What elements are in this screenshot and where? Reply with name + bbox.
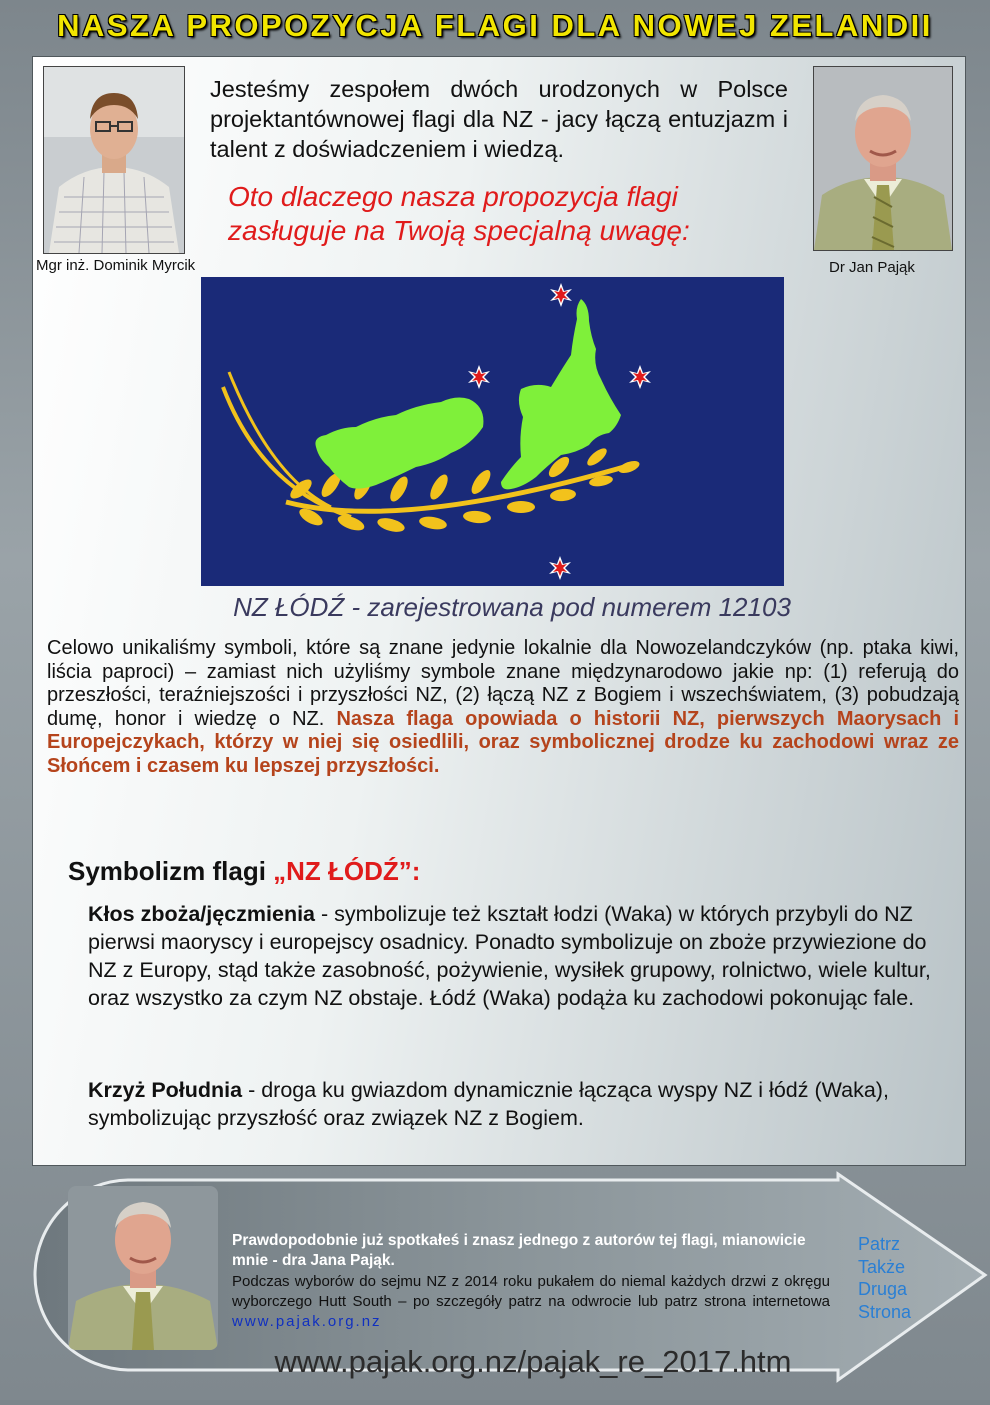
- flag-name: NZ ŁÓDŹ - zarejestrowana pod numerem 12103: [233, 592, 791, 622]
- photo-jan-pajak: [813, 66, 953, 251]
- symbolism-heading-prefix: Symbolizm flagi: [68, 856, 274, 886]
- see-also-line-1: Patrz: [858, 1234, 901, 1254]
- caption-left-author: Mgr inż. Dominik Myrcik: [36, 257, 196, 274]
- pajak-link[interactable]: www.pajak.org.nz: [232, 1313, 382, 1330]
- symbol-wheat: [88, 900, 956, 1012]
- see-also: [858, 1233, 938, 1323]
- photo-dominik-myrcik: [43, 66, 185, 254]
- page-url[interactable]: www.pajak.org.nz/pajak_re_2017.htm: [274, 1344, 792, 1379]
- see-also-line-3: Druga: [858, 1279, 908, 1299]
- symbolism-heading: [68, 856, 420, 887]
- symbol-wheat-term: Kłos zboża/jęczmienia: [88, 902, 316, 926]
- page-title: NASZA PROPOZYCJA FLAGI DLA NOWEJ ZELANDII: [57, 8, 933, 43]
- bottom-text-body: Podczas wyborów do sejmu NZ z 2014 roku pukałem do niemal każdych drzwi z okręgu wyborczego Hutt South – po szczegóły patrz na odwrocie lub patrz strona internetowa: [232, 1273, 830, 1310]
- caption-right-author: Dr Jan Pająk: [829, 259, 915, 276]
- description-highlight: Nasza flaga opowiada o historii NZ, pierwszych Maorysach i Europejczykach, którzy w niej się osiedlili, oraz symbolicznej drodze ku zachodowi wraz ze Słońcem i czasem ku lepszej przyszłości.: [47, 707, 959, 777]
- description-normal: Celowo unikaliśmy symboli, które są znane jedynie lokalnie dla Nowozelandczyków (np. ptaka kiwi, liścia paproci) – zamiast nich użyliśmy symbole znane międzynarodowo jakie np: (1) referują do przeszłości, teraźniejszości i przyszłości NZ, (2) łączą NZ z Bogiem i wszechświatem, (3) pobudzają dumę, honor i wiedzę o NZ.: [47, 637, 959, 730]
- symbolism-heading-name: „NZ ŁÓDŹ”:: [273, 856, 421, 886]
- see-also-line-4: Strona: [858, 1301, 912, 1322]
- why-line-2: zasługuje na Twoją specjalną uwagę:: [228, 215, 690, 246]
- why-heading: [228, 180, 788, 248]
- bottom-text: [232, 1272, 830, 1332]
- photo-jan-pajak-bottom: [68, 1186, 218, 1350]
- why-line-1: Oto dlaczego nasza propozycja flagi: [228, 181, 678, 212]
- flag-nz-lodz: [201, 277, 784, 586]
- symbol-southern-cross: [88, 1076, 956, 1132]
- flag-field: [201, 277, 784, 586]
- symbol-cross-text: - droga ku gwiazdom dynamicznie łącząca wyspy NZ i łódź (Waka), symbolizując przyszłość oraz związek NZ z Bogiem.: [88, 1078, 889, 1130]
- symbol-wheat-text: - symbolizuje też kształt łodzi (Waka) w których przybyli do NZ pierwsi maoryscy i europejscy osadnicy. Ponadto symbolizuje on zboże przywiezione do NZ z Europy, stąd także zasobność, pożywienie, wysiłek grupowy, rolnictwo, wiele kultur, oraz wszystko za czym NZ obstaje. Łódź (Waka) podąża ku zachodowi pokonując fale.: [88, 902, 931, 1010]
- description: [47, 637, 959, 778]
- symbol-cross-term: Krzyż Południa: [88, 1078, 243, 1102]
- intro-text: Jesteśmy zespołem dwóch urodzonych w Polsce projektantównowej flagi dla NZ - jacy łączą entuzjazm i talent z doświadczeniem i wiedzą.: [210, 76, 788, 162]
- see-also-line-2: Także: [858, 1256, 906, 1277]
- bottom-bold-text: Prawdopodobnie już spotkałeś i znasz jednego z autorów tej flagi, mianowicie mnie - dra Jana Pająk.: [232, 1232, 806, 1269]
